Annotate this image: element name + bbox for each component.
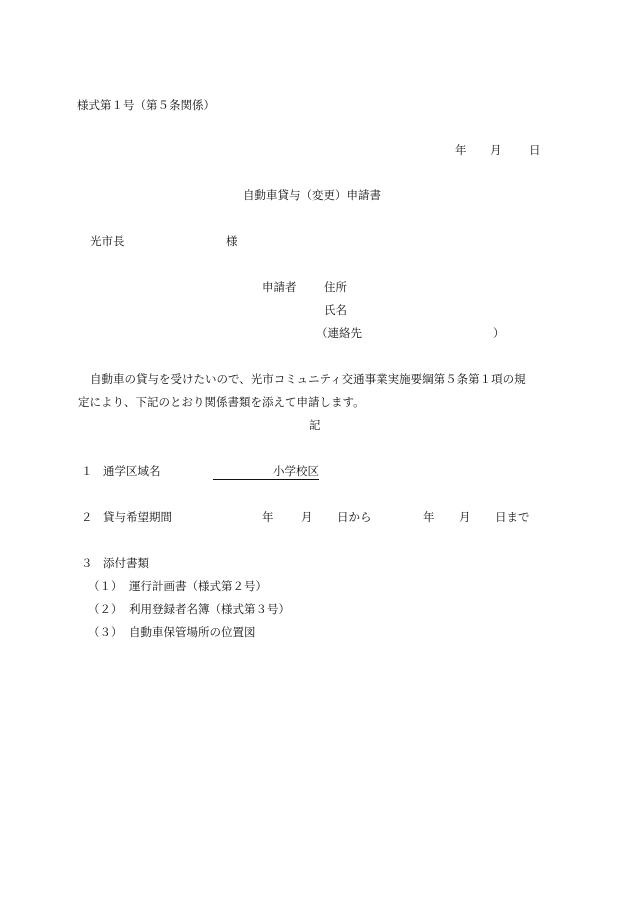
document-title: 自動車貸与（変更）申請書 — [243, 188, 381, 202]
from-day: 日から — [337, 510, 372, 524]
item2-number: ２ — [81, 510, 93, 524]
address-label: 住所 — [324, 280, 347, 294]
to-month: 月 — [459, 510, 471, 524]
date-day: 日 — [529, 143, 541, 157]
applicant-label: 申請者 — [262, 280, 297, 294]
from-year: 年 — [262, 510, 274, 524]
item1-number: １ — [81, 464, 93, 478]
date-month: 月 — [490, 143, 502, 157]
ki-heading: 記 — [309, 418, 321, 432]
date-year: 年 — [455, 143, 467, 157]
body-line-2: 定により、下記のとおり関係書類を添えて申請します。 — [78, 395, 365, 409]
item1-suffix: 小学校区 — [273, 464, 319, 478]
from-month: 月 — [301, 510, 313, 524]
attachment-2-number: （２） — [88, 602, 123, 616]
addressee-honorific: 様 — [226, 234, 238, 248]
attachment-1-text: 運行計画書（様式第２号） — [129, 579, 267, 593]
item1-underline-field — [213, 463, 319, 480]
item2-label: 貸与希望期間 — [103, 510, 172, 524]
attachment-3-number: （３） — [88, 625, 123, 639]
item3-label: 添付書類 — [103, 556, 149, 570]
body-line-1: 自動車の貸与を受けたいので、光市コミュニティ交通事業実施要綱第５条第１項の規 — [90, 372, 526, 386]
form-number: 様式第１号（第５条関係） — [77, 98, 215, 112]
item3-number: ３ — [81, 556, 93, 570]
contact-open: （連絡先 — [316, 326, 362, 340]
attachment-3-text: 自動車保管場所の位置図 — [129, 625, 256, 639]
attachment-2-text: 利用登録者名簿（様式第３号） — [129, 602, 290, 616]
addressee-name: 光市長 — [90, 234, 125, 248]
to-day: 日まで — [495, 510, 530, 524]
name-label: 氏名 — [324, 303, 347, 317]
attachment-1-number: （１） — [88, 579, 123, 593]
contact-close: ） — [493, 326, 505, 340]
item1-label: 通学区域名 — [103, 464, 161, 478]
to-year: 年 — [423, 510, 435, 524]
